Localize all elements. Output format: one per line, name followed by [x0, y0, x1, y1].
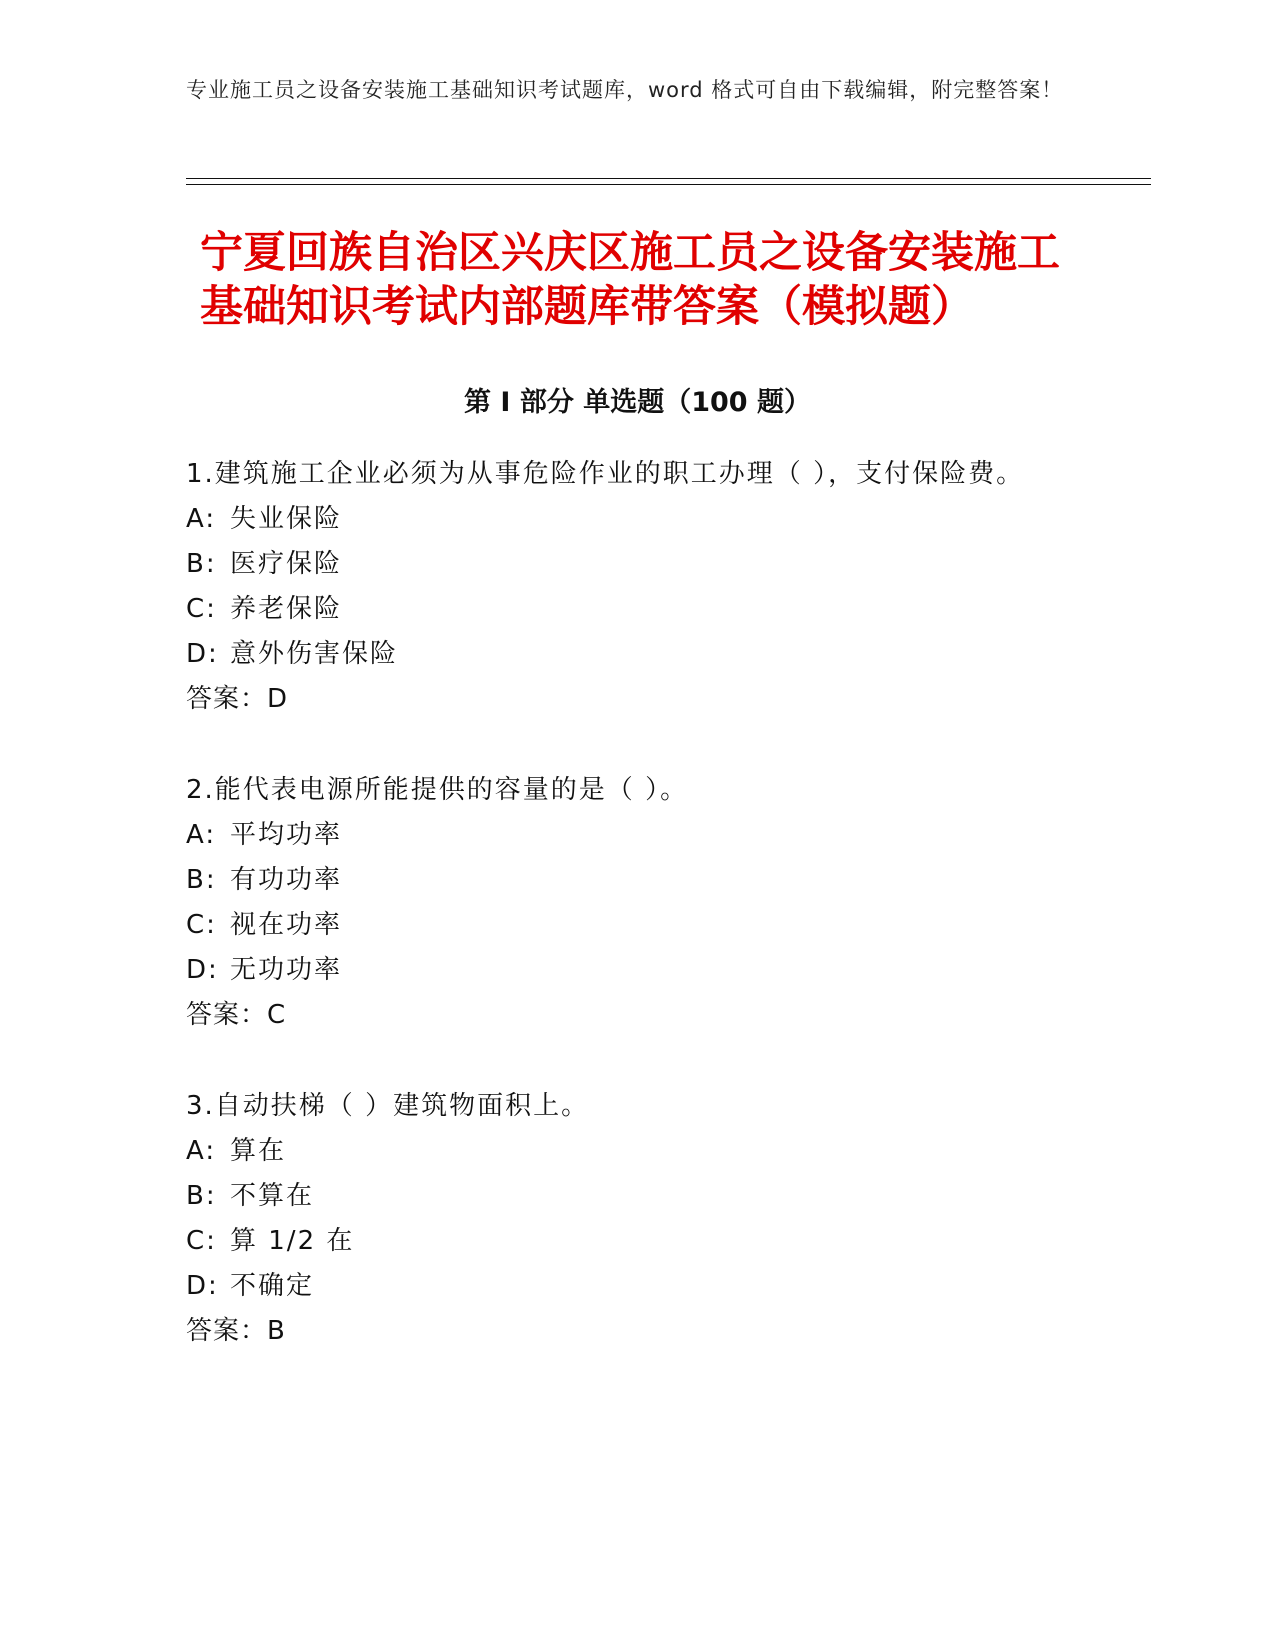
- option-text: 平均功率: [230, 820, 343, 850]
- option-key: B:: [186, 1181, 217, 1211]
- answer-value: B: [267, 1316, 285, 1346]
- option-c: [186, 587, 1126, 632]
- answer-label: 答案：: [186, 684, 268, 714]
- option-text: 算在: [230, 1136, 287, 1166]
- option-text: 养老保险: [230, 594, 343, 624]
- option-text: 无功功率: [230, 955, 343, 985]
- option-d: [186, 948, 1126, 993]
- answer-line: [186, 1309, 1126, 1354]
- answer-value: D: [267, 684, 288, 714]
- option-key: C:: [186, 594, 217, 624]
- option-key: A:: [186, 820, 217, 850]
- option-text: 算 1/2 在: [230, 1226, 355, 1256]
- option-key: D:: [186, 955, 219, 985]
- option-a: [186, 813, 1126, 858]
- answer-line: [186, 993, 1126, 1038]
- header-note: 专业施工员之设备安装施工基础知识考试题库，word 格式可自由下载编辑，附完整答案！: [186, 78, 1064, 102]
- option-b: [186, 542, 1126, 587]
- option-key: C:: [186, 1226, 217, 1256]
- option-c: [186, 903, 1126, 948]
- option-key: A:: [186, 1136, 217, 1166]
- option-key: D:: [186, 639, 219, 669]
- section-heading: 第 I 部分 单选题（100 题）: [463, 387, 811, 418]
- option-a: [186, 497, 1126, 542]
- option-d: [186, 1264, 1126, 1309]
- option-text: 意外伤害保险: [230, 639, 399, 669]
- question-2: [186, 768, 1126, 1038]
- option-a: [186, 1129, 1126, 1174]
- option-text: 有功功率: [230, 865, 343, 895]
- option-key: D:: [186, 1271, 219, 1301]
- option-key: C:: [186, 910, 217, 940]
- option-d: [186, 632, 1126, 677]
- option-key: A:: [186, 504, 217, 534]
- document-title: 宁夏回族自治区兴庆区施工员之设备安装施工基础知识考试内部题库带答案（模拟题）: [200, 228, 1060, 332]
- question-stem: 1.建筑施工企业必须为从事危险作业的职工办理（ ），支付保险费。: [186, 459, 1025, 489]
- option-key: B:: [186, 549, 217, 579]
- question-stem: 2.能代表电源所能提供的容量的是（ ）。: [186, 775, 689, 805]
- answer-line: [186, 677, 1126, 722]
- option-text: 视在功率: [230, 910, 343, 940]
- option-text: 医疗保险: [230, 549, 343, 579]
- header-divider-top: [186, 178, 1151, 179]
- answer-label: 答案：: [186, 1316, 268, 1346]
- question-1: [186, 452, 1126, 722]
- option-key: B:: [186, 865, 217, 895]
- option-text: 不确定: [230, 1271, 315, 1301]
- question-3: [186, 1084, 1126, 1354]
- answer-label: 答案：: [186, 1000, 268, 1030]
- option-b: [186, 858, 1126, 903]
- answer-value: C: [267, 1000, 286, 1030]
- option-b: [186, 1174, 1126, 1219]
- header-divider-bottom: [186, 184, 1151, 185]
- option-c: [186, 1219, 1126, 1264]
- option-text: 不算在: [230, 1181, 315, 1211]
- option-text: 失业保险: [230, 504, 343, 534]
- question-stem: 3.自动扶梯（ ）建筑物面积上。: [186, 1091, 590, 1121]
